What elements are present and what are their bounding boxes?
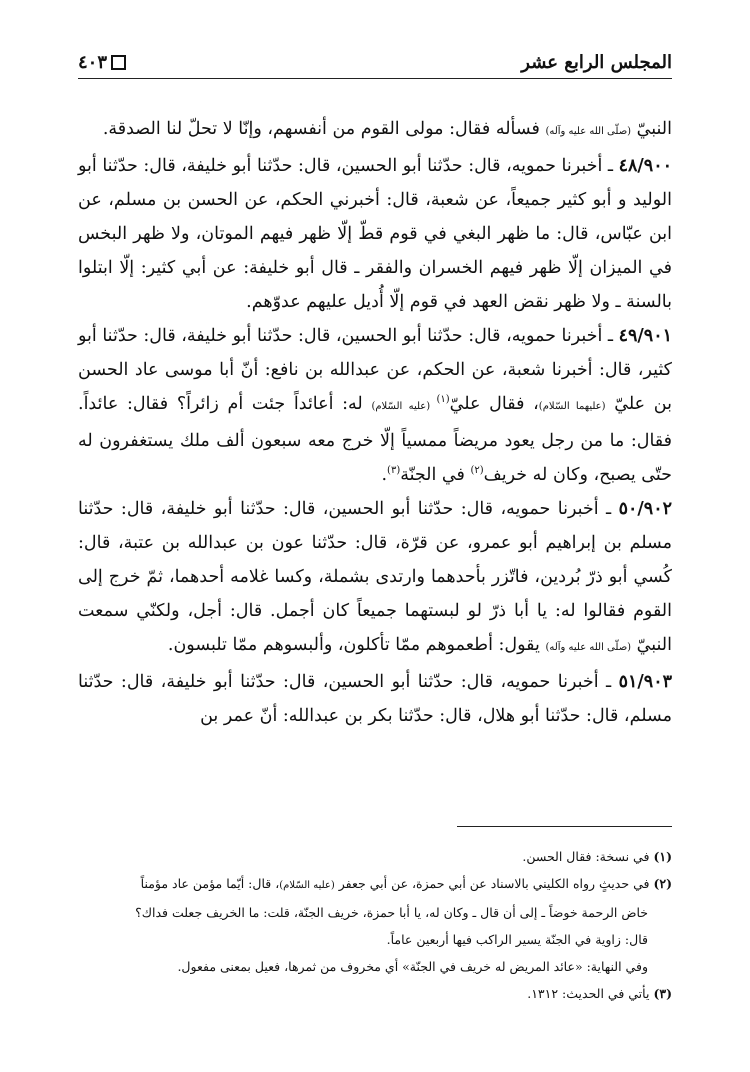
hadith-number: ٤٨/٩٠٠ <box>618 156 672 176</box>
footnote-ref[interactable]: (٢) <box>470 465 484 477</box>
footnote-2-line-4: وفي النهاية: «عائد المريض له خريف في الجنّة» أي مخروف من ثمرها، فعيل بمعنى مفعول. <box>177 959 648 974</box>
salutation: (صلّى الله عليه وآله) <box>545 642 632 653</box>
text-run: النبيّ <box>631 119 672 139</box>
hadith-50 <box>78 492 672 665</box>
hadith-49 <box>78 319 672 492</box>
footnote-text: ، قال: أيّما مؤمن عاد مؤمناً <box>140 876 280 891</box>
hadith-text: ـ أخبرنا حمويه، قال: حدّثنا أبو الحسين، قال: حدّثنا أبو خليفة، قال: حدّثنا مسلم، قال: حدّثنا أبو هلال، قال: حدّثنا بكر بن عبدالله: أنّ عمر بن <box>78 672 672 726</box>
footnote-2-line-2: خاض الرحمة خوضاً ـ إلى أن قال ـ وكان له، يا أبا حمزة، خريف الجنّة، قلت: ما الخريف جعلت فداك؟ <box>135 905 648 920</box>
footnote-number: (٣) <box>653 986 672 1001</box>
footnote-1 <box>78 843 672 870</box>
hadith-text: ـ أخبرنا حمويه، قال: حدّثنا أبو الحسين، قال: حدّثنا أبو خليفة، قال: حدّثنا مسلم بن إبراهيم أبو عمرو، عن قرّة، قال: حدّثنا عون بن عبدالله بن عتبة، قال: كُسي أبو ذرّ بُردين، فاتّزر بأحدهما وارتدى بشملة، وكسا غلامه أحدهما، ثمّ خرج إلى القوم فقالوا له: يا أبا ذرّ لو لبستهما جميعاً كان أجمل. قال: أجل، ولكنّي سمعت النبيّ <box>78 499 672 655</box>
square-ornament-icon <box>111 55 126 70</box>
footnote-2-line-3: قال: زاوية في الجنّة يسير الراكب فيها أربعين عاماً. <box>386 932 648 947</box>
hadith-text: ـ أخبرنا حمويه، قال: حدّثنا أبو الحسين، قال: حدّثنا أبو خليفة، قال: حدّثنا أبو كثير، قال: أخبرنا شعبة، عن الحكم، عن عبدالله بن نافع: أنّ أبا موسى عاد الحسن بن عليّ <box>78 326 672 414</box>
hadith-text: ـ أخبرنا حمويه، قال: حدّثنا أبو الحسين، قال: حدّثنا أبو خليفة، قال: حدّثنا أبو الوليد و أبو كثير جميعاً، عن شعبة، قال: أخبرني الحكم، عن الحسن بن مسلم، عن ابن عبّاس، قال: ما ظهر البغي في قوم قطّ إلّا ظهر فيهم الموتان، ولا ظهر البخس في الميزان إلّا ظهر فيهم الخسران والفقر ـ قال أبو خليفة: عن أبي كثير: إلّا ابتلوا بالسنة ـ ولا ظهر نقض العهد في قوم إلّا أُديل عليهم عدوّهم. <box>78 156 672 312</box>
footnote-text: في نسخة: فقال الحسن. <box>522 849 654 864</box>
hadith-number: ٥١/٩٠٣ <box>618 672 672 692</box>
footnote-2 <box>78 870 672 899</box>
salutation: (عليه السّلام) <box>371 401 437 412</box>
salutation: (عليه السّلام) <box>279 880 335 891</box>
text-run: فسأله فقال: مولى القوم من أنفسهم، وإنّا لا تحلّ لنا الصدقة. <box>102 119 546 139</box>
hadith-number: ٥٠/٩٠٢ <box>618 499 672 519</box>
hadith-text: له: أعائداً جئت أم زائراً؟ فقال: عائداً. فقال: ما من رجل يعود مريضاً ممسياً إلّا خرج معه سبعون ألف ملك يستغفرون له حتّى يصبح، وكان له خريف <box>78 394 672 485</box>
page-header <box>78 44 672 79</box>
salutation: (صلّى الله عليه وآله) <box>545 126 632 137</box>
footnote-number: (١) <box>653 849 672 864</box>
footnote-separator <box>457 826 672 827</box>
page-number <box>78 52 126 78</box>
footnote-3 <box>78 980 672 1007</box>
salutation: (عليهما السّلام) <box>538 401 606 412</box>
footnote-text: يأتي في الحديث: ١٣١٢. <box>527 986 654 1001</box>
paragraph-continuation <box>78 112 672 149</box>
hadith-text: في الجنّة <box>400 465 471 485</box>
hadith-text: . <box>381 465 388 485</box>
hadith-text: ، فقال عليّ <box>449 394 539 414</box>
footnotes <box>78 843 672 1007</box>
main-text <box>78 112 672 733</box>
footnote-ref[interactable]: (٣) <box>387 465 401 477</box>
hadith-51 <box>78 665 672 733</box>
hadith-text: يقول: أطعموهم ممّا تأكلون، وألبسوهم ممّا تلبسون. <box>167 635 546 655</box>
page-number-value: ٤٠٣ <box>78 52 108 73</box>
hadith-number: ٤٩/٩٠١ <box>618 326 672 346</box>
hadith-48 <box>78 149 672 319</box>
footnote-ref[interactable]: (١) <box>436 394 450 406</box>
footnote-number: (٢) <box>653 876 672 891</box>
footnote-text: في حديثٍ رواه الكليني بالاسناد عن أبي حمزة، عن أبي جعفر <box>334 876 654 891</box>
running-title: المجلس الرابع عشر <box>521 52 672 73</box>
